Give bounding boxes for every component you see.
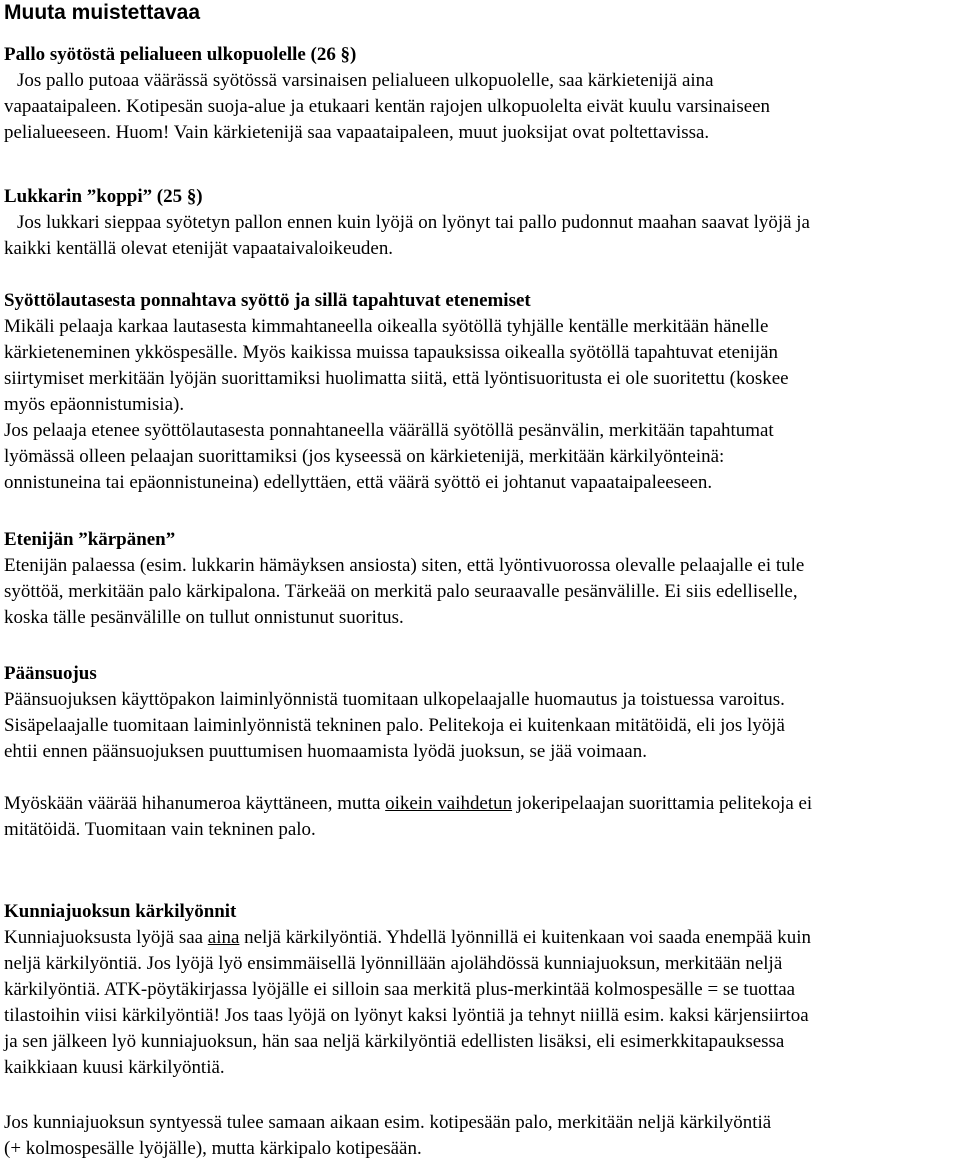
text-segment: Myöskään väärää hihanumeroa käyttäneen, mutta: [4, 793, 386, 814]
section-heading: Etenijän ”kärpänen”: [4, 529, 176, 550]
text-line: kärkilyöntiä. ATK-pöytäkirjassa lyöjälle ei silloin saa merkitä plus-merkintää kolmospesälle = se tuottaa: [4, 979, 796, 1000]
text-line: tilastoihin viisi kärkilyöntiä! Jos taas lyöjä on lyönyt kaksi lyöntiä ja tehnyt niillä esim. kaksi kärjensiirtoa: [4, 1005, 809, 1026]
text-segment: Kunniajuoksusta lyöjä saa: [4, 927, 208, 948]
text-line: Päänsuojuksen käyttöpakon laiminlyönnistä tuomitaan ulkopelaajalle huomautus ja toistuessa varoitus.: [4, 689, 785, 710]
text-line: koska tälle pesänvälille on tullut onnistunut suoritus.: [4, 607, 404, 628]
section-heading: Kunniajuoksun kärkilyönnit: [4, 901, 237, 922]
text-line: vapaataipaleen. Kotipesän suoja-alue ja etukaari kentän rajojen ulkopuolelta eivät kuulu varsinaiseen: [4, 96, 771, 117]
text-line: (+ kolmospesälle lyöjälle), mutta kärkipalo kotipesään.: [4, 1138, 422, 1159]
text-line: Jos pallo putoaa väärässä syötössä varsinaisen pelialueen ulkopuolelle, saa kärkietenijä aina: [16, 70, 714, 91]
text-line: myös epäonnistumisia).: [4, 394, 185, 415]
text-line: syöttöä, merkitään palo kärkipalona. Tärkeää on merkitä palo seuraavalle pesänvälille. Ei siis edelliselle,: [4, 581, 798, 602]
section-lukkarin-koppi: [4, 184, 956, 262]
text-line: Etenijän palaessa (esim. lukkarin hämäyksen ansiosta) siten, että lyöntivuorossa olevalle pelaajalle ei tule: [4, 555, 805, 576]
text-line: Sisäpelaajalle tuomitaan laiminlyönnistä tekninen palo. Pelitekoja ei kuitenkaan mitätöidä, eli jos lyöjä: [4, 715, 785, 736]
section-heading: Lukkarin ”koppi” (25 §): [4, 186, 203, 207]
kunniajuoksu-paragraph-2: [4, 1110, 956, 1162]
underlined-text: aina: [207, 927, 240, 948]
text-line: Jos pelaaja etenee syöttölautasesta ponnahtaneella väärällä syötöllä pesänvälin, merkitään tapahtumat: [4, 420, 774, 441]
text-line: siirtymiset merkitään lyöjän suorittamiksi huolimatta siitä, että lyöntisuoritusta ei ole suoritettu (koskee: [4, 368, 789, 389]
text-line: onnistuneina tai epäonnistuneina) edellyttäen, että väärä syöttö ei johtanut vapaataipaleeseen.: [4, 472, 713, 493]
text-line: Jos kunniajuoksun syntyessä tulee samaan aikaan esim. kotipesään palo, merkitään neljä kärkilyöntiä: [4, 1112, 772, 1133]
text-line: kaikki kentällä olevat etenijät vapaataivaloikeuden.: [4, 238, 394, 259]
section-heading: Pallo syötöstä pelialueen ulkopuolelle (26 §): [4, 44, 357, 65]
text-line: kärkieteneminen ykköspesälle. Myös kaikissa muissa tapauksissa oikealla syötöllä tapahtuvat etenijän: [4, 342, 779, 363]
text-line: mitätöidä. Tuomitaan vain tekninen palo.: [4, 819, 316, 840]
text-line: [4, 925, 954, 951]
text-line: pelialueeseen. Huom! Vain kärkietenijä saa vapaataipaleen, muut juoksijat ovat poltettavissa.: [4, 122, 710, 143]
text-line: ehtii ennen päänsuojuksen puuttumisen huomaamista lyödä juoksun, se jää voimaan.: [4, 741, 647, 762]
page-title: Muuta muistettavaa: [4, 1, 201, 24]
section-etenijan-karpanen: [4, 527, 956, 631]
text-line: kaikkiaan kuusi kärkilyöntiä.: [4, 1057, 225, 1078]
text-line: lyömässä olleen pelaajan suorittamiksi (jos kyseessä on kärkietenijä, merkitään kärkilyönteinä:: [4, 446, 725, 467]
section-pallo-syotosta: [4, 42, 956, 146]
section-syottolautasesta: [4, 288, 956, 496]
section-paansuojus: [4, 661, 956, 765]
text-line: ja sen jälkeen lyö kunniajuoksun, hän saa neljä kärkilyöntiä edellisten lisäksi, eli esimerkkitapauksessa: [4, 1031, 785, 1052]
text-line: Jos lukkari sieppaa syötetyn pallon ennen kuin lyöjä on lyönyt tai pallo pudonnut maahan saavat lyöjä ja: [16, 212, 810, 233]
text-line: [4, 791, 954, 817]
text-segment: jokeripelaajan suorittamia pelitekoja ei: [512, 793, 813, 814]
underlined-text: oikein vaihdetun: [385, 793, 513, 814]
text-line: neljä kärkilyöntiä. Jos lyöjä lyö ensimmäisellä lyönnillään ajolähdössä kunniajuoksun, merkitään neljä: [4, 953, 783, 974]
text-segment: neljä kärkilyöntiä. Yhdellä lyönnillä ei kuitenkaan voi saada enempää kuin: [239, 927, 811, 948]
section-heading: Päänsuojus: [4, 663, 97, 684]
text-line: Mikäli pelaaja karkaa lautasesta kimmahtaneella oikealla syötöllä tyhjälle kentälle merkitään hänelle: [4, 316, 769, 337]
paansuojus-paragraph-2: [4, 791, 956, 843]
section-kunniajuoksun-karkilyonnit: [4, 899, 956, 1081]
section-heading: Syöttölautasesta ponnahtava syöttö ja sillä tapahtuvat etenemiset: [4, 290, 531, 311]
